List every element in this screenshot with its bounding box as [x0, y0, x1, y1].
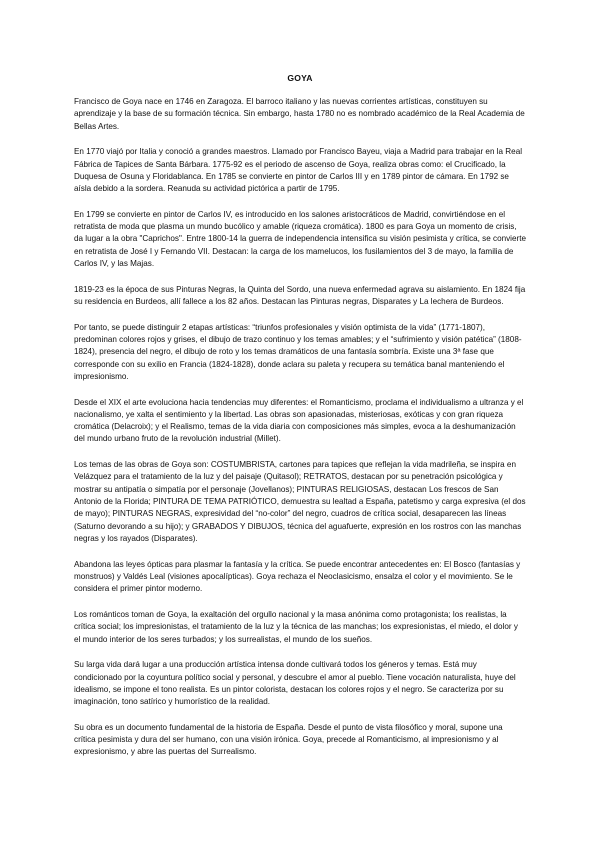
document-title: GOYA — [287, 73, 313, 83]
paragraph-9: Los románticos toman de Goya, la exaltación del orgullo nacional y la masa anónima como protagonista; los realistas, la crítica social; los impresionistas, el tratamiento de la luz y la técnica de las manchas; los expresionistas, el miedo, el dolor y el mundo interior de los seres turbados; y los surrealistas, el mundo de los sueños. — [74, 609, 518, 644]
paragraph-2: En 1770 viajó por Italia y conoció a grandes maestros. Llamado por Francisco Bayeu, viaja a Madrid para trabajar en la Real Fábrica de Tapices de Santa Bárbara. 1775-92 es el periodo de ascenso de Goya, realiza obras como: el Crucificado, la Duquesa de Osuna y Floridablanca. En 1785 se convierte en pintor de Carlos III y en 1789 pintor de cámara. En 1792 se aísla debido a la sordera. Reanuda su actividad pictórica a partir de 1795. — [74, 147, 523, 194]
paragraph-5: Por tanto, se puede distinguir 2 etapas artísticas: “triunfos profesionales y visión optimista de la vida” (1771-1807), predominan colores rojos y grises, el dibujo de trazo continuo y los temas amables; y el “sufrimiento y visión patética” (1808-1824), presencia del negro, el dibujo de roto y los temas dramáticos de una fantasía sombría. Existe una 3ª fase que corresponde con su exilio en Francia (1824-1828), donde aclara su paleta y recupera su temática banal manteniendo el impresionismo. — [74, 322, 522, 381]
paragraph-3: En 1799 se convierte en pintor de Carlos IV, es introducido en los salones aristocráticos de Madrid, convirtiéndose en el retratista de moda que plasma un mundo bucólico y amable (riqueza cromática). 1800 es para Goya un momento de crisis, da lugar a la obra "Caprichos". Entre 1800-14 la guerra de independencia intensifica su visión pesimista y crítica, se convierte en retratista de José I y Fernando VII. Destacan: la carga de los mamelucos, los fusilamientos del 3 de mayo, la familia de Carlos IV, y las Majas. — [74, 209, 526, 269]
paragraph-8: Abandona las leyes ópticas para plasmar la fantasía y la crítica. Se puede encontrar antecedentes en: El Bosco (fantasías y monstruos) y Valdés Leal (visiones apocalípticas). Goya rechaza el Neoclasicismo, ensalza el color y el movimiento. Se le considera el primer pintor moderno. — [74, 559, 521, 594]
paragraph-1: Francisco de Goya nace en 1746 en Zaragoza. El barroco italiano y las nuevas corrientes artísticas, constituyen su aprendizaje y la base de su formación técnica. Sin embargo, hasta 1780 no es nombrado académico de la Real Academia de Bellas Artes. — [74, 97, 525, 131]
paragraph-11: Su obra es un documento fundamental de la historia de España. Desde el punto de vista filosófico y moral, supone una crítica pesimista y dura del ser humano, con una visión irónica. Goya, precede al Romanticismo, al impresionismo y al expresionismo, y abre las puertas del Surrealismo. — [74, 722, 503, 757]
paragraph-6: Desde el XIX el arte evoluciona hacia tendencias muy diferentes: el Romanticismo, proclama el individualismo a ultranza y el nacionalismo, ye xalta el sentimiento y la libertad. Las obras son apasionadas, misteriosas, exóticas y con gran riqueza cromática (Delacroix); y el Realismo, temas de la vida diaria con composiciones más simples, evoca a la deshumanización del mundo urbano fruto de la revolución industrial (Millet). — [74, 397, 524, 444]
document-body — [74, 96, 526, 772]
paragraph-7: Los temas de las obras de Goya son: COSTUMBRISTA, cartones para tapices que reflejan la vida madrileña, se inspira en Velázquez para el tratamiento de la luz y del paisaje (Quitasol); RETRATOS, destacan por su penetración psicológica y mostrar su antipatía o simpatía por el personaje (Jovellanos); PINTURAS RELIGIOSAS, destacan Los frescos de San Antonio de la Florida; PINTURA DE TEMA PATRIÓTICO, demuestra su lealtad a España, patetismo y carga expresiva (el dos de mayo); PINTURAS NEGRAS, expresividad del “no-color” del negro, cuadros de crítica social, desaparecen las líneas (Saturno devorando a su hijo); y GRABADOS Y DIBUJOS, técnica del aguafuerte, expresión en los rostros con las manchas negras y los rayados (Disparates). — [74, 460, 526, 543]
paragraph-10: Su larga vida dará lugar a una producción artística intensa donde cultivará todos los géneros y temas. Está muy condicionado por la coyuntura político social y personal, y descubre el amor al pueblo. Tiene vocación naturalista, huye del idealismo, se impone el tono realista. Es un pintor colorista, destacan los colores rojos y el negro. Se caracteriza por su imaginación, tono satírico y humorístico de la realidad. — [74, 660, 516, 707]
paragraph-4: 1819-23 es la época de sus Pinturas Negras, la Quinta del Sordo, una nueva enfermedad agrava su aislamiento. En 1824 fija su residencia en Burdeos, allí fallece a los 82 años. Destacan las Pinturas negras, Disparates y La lechera de Burdeos. — [74, 284, 526, 307]
